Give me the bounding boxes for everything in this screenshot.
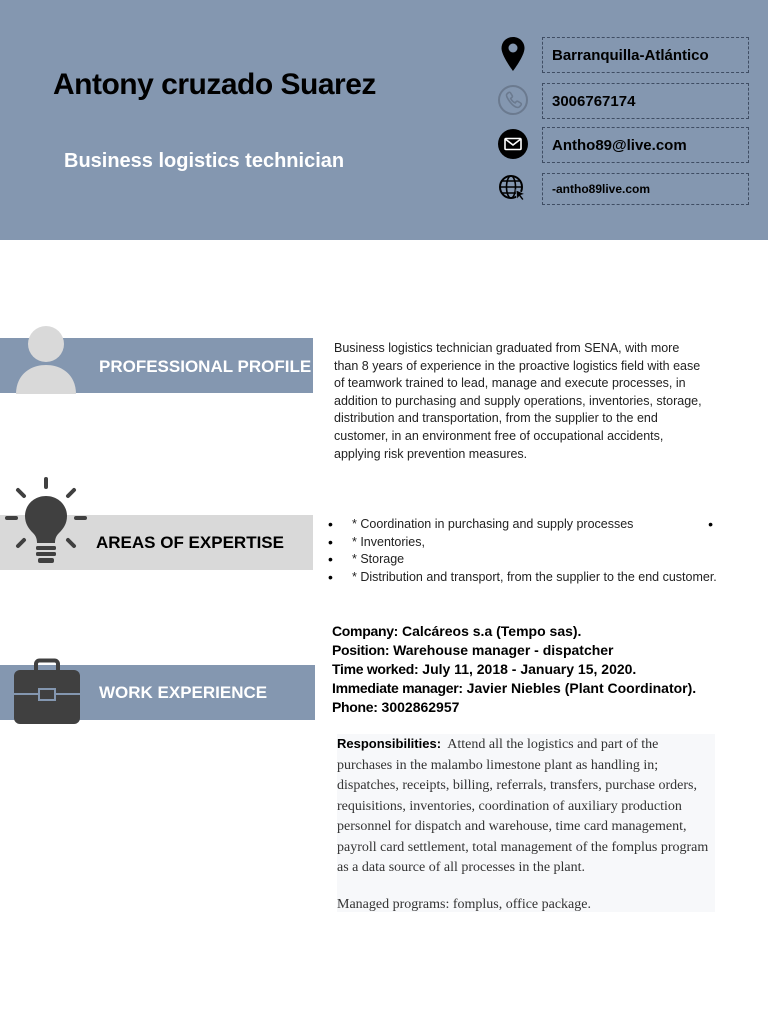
profile-summary: Business logistics technician graduated from SENA, with more than 8 years of experience in the proactive logistics field with ease of teamwork trained to lead, manage and execute processes, in addition to purchasing and supply operations, inventories, storage, distribution and transportation, from the supplier to the end customer, in an environment free of occupational accidents, applying risk prevention measures. [334, 341, 702, 461]
list-item: • * Distribution and transport, from the supplier to the end customer. [328, 569, 723, 587]
company-label: Company: [332, 623, 399, 639]
manager-value: Javier Niebles (Plant Coordinator). [466, 680, 697, 696]
briefcase-icon [12, 658, 82, 726]
contact-phone: 3006767174 [542, 83, 749, 119]
lightbulb-icon [4, 476, 88, 572]
job-phone-row [332, 698, 732, 717]
responsibilities-paragraph [337, 734, 715, 879]
list-item: • * Coordination in purchasing and supply processes • [328, 516, 723, 534]
list-item: • * Storage [328, 551, 723, 569]
phone-icon [497, 84, 529, 116]
contact-website[interactable]: -antho89live.com [542, 173, 749, 205]
job-manager-row [332, 679, 732, 698]
position-value: Warehouse manager - dispatcher [393, 642, 614, 658]
profile-heading: PROFESSIONAL PROFILE [99, 357, 312, 376]
position-label: Position: [332, 642, 390, 658]
expertise-heading: AREAS OF EXPERTISE [96, 533, 284, 552]
job-position-row [332, 641, 732, 660]
responsibilities-text: Attend all the logistics and part of the purchases in the malambo limestone plant as handling in; dispatches, receipts, billing, referrals, transfers, purchase orders, requisitions, inventories, coordination of auxiliary production personnel for dispatch and warehouse, time card management, payroll card settlement, total management of the fomplus program as a data source of all processes in the plant. [337, 737, 709, 875]
company-value: Calcáreos s.a (Tempo sas). [401, 623, 582, 639]
work-heading: WORK EXPERIENCE [99, 683, 268, 702]
candidate-title: Business logistics technician [64, 150, 345, 172]
contact-location: Barranquilla-Atlántico [542, 37, 749, 73]
email-icon [497, 128, 529, 160]
time-value: July 11, 2018 - January 15, 2020. [422, 661, 637, 677]
expertise-list [328, 516, 723, 586]
responsibilities-box [337, 734, 715, 912]
manager-label: Immediate manager: [332, 680, 463, 696]
list-item: • * Inventories, [328, 534, 723, 552]
time-label: Time worked: [332, 661, 419, 677]
phone-value: 3002862957 [381, 699, 460, 715]
job-details [332, 622, 732, 717]
location-pin-icon [497, 38, 529, 70]
phone-label: Phone: [332, 699, 378, 715]
managed-programs: Managed programs: fomplus, office package. [337, 896, 591, 912]
job-company-row [332, 622, 732, 641]
responsibilities-label: Responsibilities: [337, 736, 442, 751]
web-globe-icon [497, 173, 529, 205]
candidate-name: Antony cruzado Suarez [53, 68, 376, 101]
person-icon [14, 324, 78, 394]
job-time-row [332, 660, 732, 679]
contact-email[interactable]: Antho89@live.com [542, 127, 749, 163]
